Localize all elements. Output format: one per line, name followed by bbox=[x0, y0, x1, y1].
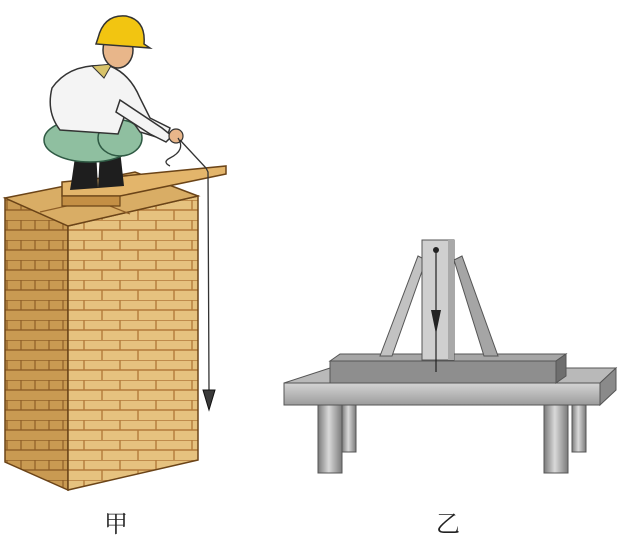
worker bbox=[44, 16, 183, 190]
brick-wall-front bbox=[5, 198, 68, 490]
brick-wall-figure bbox=[5, 16, 226, 490]
level-bench-figure bbox=[284, 240, 616, 473]
caption-jia: 甲 bbox=[104, 510, 128, 538]
frame-base-block bbox=[330, 361, 556, 383]
bench-plank-front bbox=[284, 383, 600, 405]
bench-leg-back-left bbox=[342, 400, 356, 452]
bench-leg-front-right bbox=[544, 405, 568, 473]
plumb-bob-icon bbox=[203, 390, 215, 410]
brick-wall-side bbox=[68, 196, 198, 490]
bench-leg-back-right bbox=[572, 400, 586, 452]
bench-leg-front-left bbox=[318, 405, 342, 473]
helmet-icon bbox=[96, 16, 150, 48]
caption-yi: 乙 bbox=[436, 510, 460, 538]
frame-strut-right bbox=[454, 256, 498, 356]
frame-strut-left bbox=[380, 256, 426, 356]
